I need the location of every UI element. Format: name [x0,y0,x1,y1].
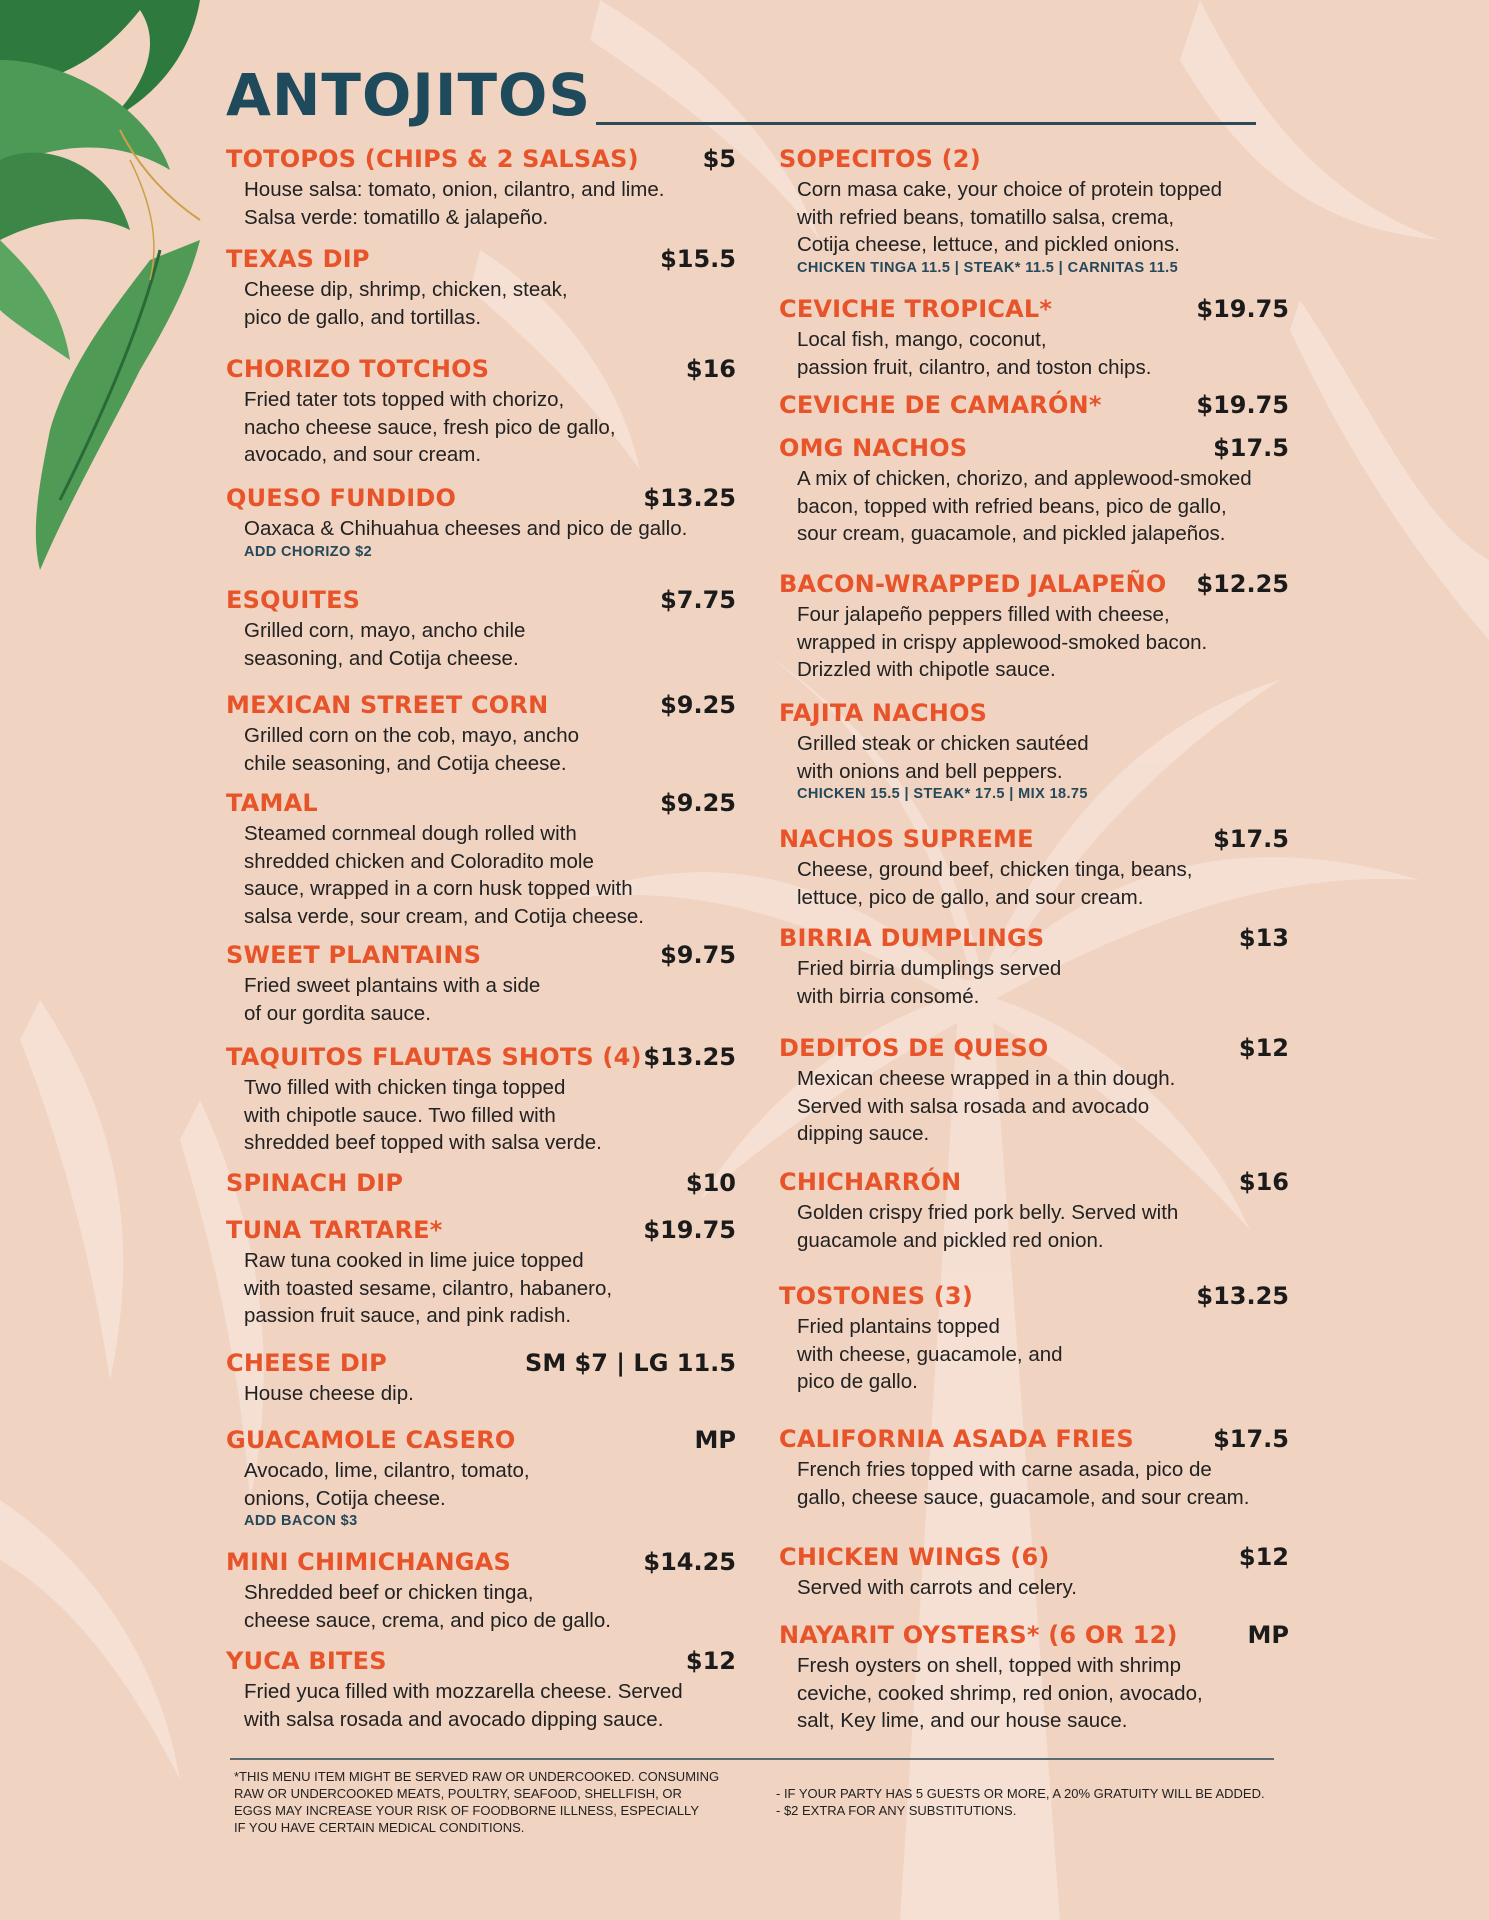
item-description: Two filled with chicken tinga topped with chipotle sauce. Two filled with shredded beef topped with salsa verde. [244,1076,602,1154]
item-description: Steamed cornmeal dough rolled with shredded chicken and Coloradito mole sauce, wrapped in a corn husk topped with salsa verde, sour cream, and Cotija cheese. [244,822,644,928]
menu-item [226,142,736,231]
item-price: $16 [1238,1168,1289,1196]
item-name: CEVICHE DE CAMARÓN* [779,391,1102,419]
item-name: CHICHARRÓN [779,1168,962,1196]
menu-item [226,242,736,331]
item-description: Fried plantains topped with cheese, guacamole, and pico de gallo. [797,1315,1063,1393]
raw-food-disclaimer: *THIS MENU ITEM MIGHT BE SERVED RAW OR UNDERCOOKED. CONSUMING RAW OR UNDERCOOKED MEATS, POULTRY, SEAFOOD, SHELLFISH, OR EGGS MAY INCREASE YOUR RISK OF FOODBORNE ILLNESS, ESPECIALLY IF YOU HAVE CERTAIN MEDICAL CONDITIONS. [234,1769,720,1835]
leaf-illustration [0,0,240,580]
menu-item [226,583,736,672]
item-description: Oaxaca & Chihuahua cheeses and pico de gallo. [244,517,688,540]
menu-item [779,1031,1289,1148]
item-price: $12 [1238,1034,1289,1062]
item-name: MEXICAN STREET CORN [226,691,549,719]
item-description: Fresh oysters on shell, topped with shrimp ceviche, cooked shrimp, red onion, avocado, salt, Key lime, and our house sauce. [797,1654,1203,1732]
menu-item [226,688,736,777]
item-price: $15.5 [660,245,736,273]
policy-notes [776,1785,1265,1819]
item-description: French fries topped with carne asada, pico de gallo, cheese sauce, guacamole, and sour cream. [797,1458,1250,1509]
menu-item [779,1165,1289,1254]
item-description: A mix of chicken, chorizo, and applewood-smoked bacon, topped with refried beans, pico de gallo, sour cream, guacamole, and pickled jalapeños. [797,467,1252,545]
item-description: Mexican cheese wrapped in a thin dough. Served with salsa rosada and avocado dipping sauce. [797,1067,1176,1145]
item-price: $19.75 [1196,391,1289,419]
item-price: $16 [685,355,736,383]
item-price: $17.5 [1213,1425,1289,1453]
item-price: MP [1247,1621,1289,1649]
item-name: MINI CHIMICHANGAS [226,1548,511,1576]
item-price: $12 [685,1647,736,1675]
item-price: $19.75 [1196,295,1289,323]
item-description: Raw tuna cooked in lime juice topped with toasted sesame, cilantro, habanero, passion fruit sauce, and pink radish. [244,1249,613,1327]
menu-item [226,1346,736,1408]
item-name: CALIFORNIA ASADA FRIES [779,1425,1134,1453]
menu-item [226,481,736,561]
item-name: NACHOS SUPREME [779,825,1034,853]
item-addon-note: ADD CHORIZO $2 [244,543,373,560]
item-price: $17.5 [1213,825,1289,853]
item-price: $9.25 [660,691,736,719]
item-price: $7.75 [660,586,736,614]
item-description: House salsa: tomato, onion, cilantro, and lime. Salsa verde: tomatillo & jalapeño. [244,178,665,229]
menu-item [226,1040,736,1157]
menu-item [226,938,736,1027]
item-name: CEVICHE TROPICAL* [779,295,1053,323]
menu-item [226,1423,736,1530]
menu-item [226,1644,736,1733]
title-rule [596,122,1256,125]
item-description: Fried sweet plantains with a side of our gordita sauce. [244,974,541,1025]
item-description: Grilled steak or chicken sautéed with onions and bell peppers. [797,732,1089,783]
item-name: NAYARIT OYSTERS* (6 OR 12) [779,1621,1178,1649]
item-name: GUACAMOLE CASERO [226,1426,516,1454]
menu-item [779,696,1289,803]
item-price: $17.5 [1213,434,1289,462]
item-description: Cheese, ground beef, chicken tinga, beans, lettuce, pico de gallo, and sour cream. [797,858,1193,909]
item-name: BIRRIA DUMPLINGS [779,924,1045,952]
menu-item [779,388,1289,422]
item-name: TUNA TARTARE* [226,1216,443,1244]
item-description: Four jalapeño peppers filled with cheese, wrapped in crispy applewood-smoked bacon. Drizzled with chipotle sauce. [797,603,1208,681]
item-name: YUCA BITES [226,1647,387,1675]
item-description: Corn masa cake, your choice of protein topped with refried beans, tomatillo salsa, crema, Cotija cheese, lettuce, and pickled onions. [797,178,1223,256]
section-title: ANTOJITOS [226,61,592,129]
item-name: CHEESE DIP [226,1349,387,1377]
item-price: $13.25 [1196,1282,1289,1310]
menu-item [779,1279,1289,1396]
item-description: Local fish, mango, coconut, passion fruit, cilantro, and toston chips. [797,328,1152,379]
item-price: $9.75 [660,941,736,969]
menu-item [779,1618,1289,1735]
item-name: TOSTONES (3) [779,1282,973,1310]
item-name: SOPECITOS (2) [779,145,981,173]
item-price: $13.25 [643,484,736,512]
item-price-options: CHICKEN TINGA 11.5 | STEAK* 11.5 | CARNITAS 11.5 [797,259,1179,276]
item-name: CHORIZO TOTCHOS [226,355,490,383]
item-name: SWEET PLANTAINS [226,941,482,969]
item-description: Cheese dip, shrimp, chicken, steak, pico de gallo, and tortillas. [244,278,568,329]
menu-item [779,567,1289,684]
item-name: OMG NACHOS [779,434,968,462]
menu-item [226,1166,736,1200]
item-name: BACON-WRAPPED JALAPEÑO [779,570,1167,598]
item-price: $14.25 [643,1548,736,1576]
item-name: SPINACH DIP [226,1169,404,1197]
item-addon-note: ADD BACON $3 [244,1513,358,1529]
item-description: Grilled corn on the cob, mayo, ancho chile seasoning, and Cotija cheese. [244,724,580,775]
substitution-note: - $2 EXTRA FOR ANY SUBSTITUTIONS. [776,1803,1017,1818]
item-price: $10 [685,1169,736,1197]
item-description: Golden crispy fried pork belly. Served with guacamole and pickled red onion. [797,1201,1179,1252]
menu-item [779,292,1289,381]
item-name: CHICKEN WINGS (6) [779,1543,1050,1571]
item-name: TEXAS DIP [226,245,370,273]
item-price: $19.75 [643,1216,736,1244]
item-description: House cheese dip. [244,1382,414,1405]
item-name: TOTOPOS (CHIPS & 2 SALSAS) [226,145,639,173]
item-price: $12 [1238,1543,1289,1571]
item-price: $12.25 [1196,570,1289,598]
item-price: $13 [1238,924,1289,952]
menu-item [779,142,1289,277]
menu-item [226,786,736,930]
item-price-options: CHICKEN 15.5 | STEAK* 17.5 | MIX 18.75 [797,786,1088,802]
menu-item [226,1213,736,1330]
item-price: SM $7 | LG 11.5 [525,1349,736,1377]
item-name: DEDITOS DE QUESO [779,1034,1049,1062]
menu-item [779,1540,1289,1602]
item-description: Served with carrots and celery. [797,1576,1077,1599]
item-description: Fried yuca filled with mozzarella cheese. Served with salsa rosada and avocado dipping sauce. [244,1680,683,1731]
menu-item [779,921,1289,1010]
item-name: QUESO FUNDIDO [226,484,457,512]
item-description: Fried birria dumplings served with birria consomé. [797,957,1062,1008]
item-name: TAQUITOS FLAUTAS SHOTS (4) [226,1043,642,1071]
item-name: ESQUITES [226,586,361,614]
item-name: FAJITA NACHOS [779,699,988,727]
item-description: Shredded beef or chicken tinga, cheese sauce, crema, and pico de gallo. [244,1581,611,1632]
item-description: Fried tater tots topped with chorizo, nacho cheese sauce, fresh pico de gallo, avocado, and sour cream. [244,388,616,466]
menu-item [226,1545,736,1634]
item-price: $5 [702,145,736,173]
menu-item [779,431,1289,548]
item-name: TAMAL [226,789,318,817]
menu-item [779,1422,1289,1511]
gratuity-note: - IF YOUR PARTY HAS 5 GUESTS OR MORE, A 20% GRATUITY WILL BE ADDED. [776,1786,1265,1801]
item-description: Avocado, lime, cilantro, tomato, onions, Cotija cheese. [244,1459,530,1510]
item-price: $9.25 [660,789,736,817]
item-description: Grilled corn, mayo, ancho chile seasoning, and Cotija cheese. [244,619,526,670]
item-price: MP [694,1426,736,1454]
menu-item [226,352,736,469]
footer-rule [230,1758,1274,1760]
menu-item [779,822,1289,911]
item-price: $13.25 [643,1043,736,1071]
